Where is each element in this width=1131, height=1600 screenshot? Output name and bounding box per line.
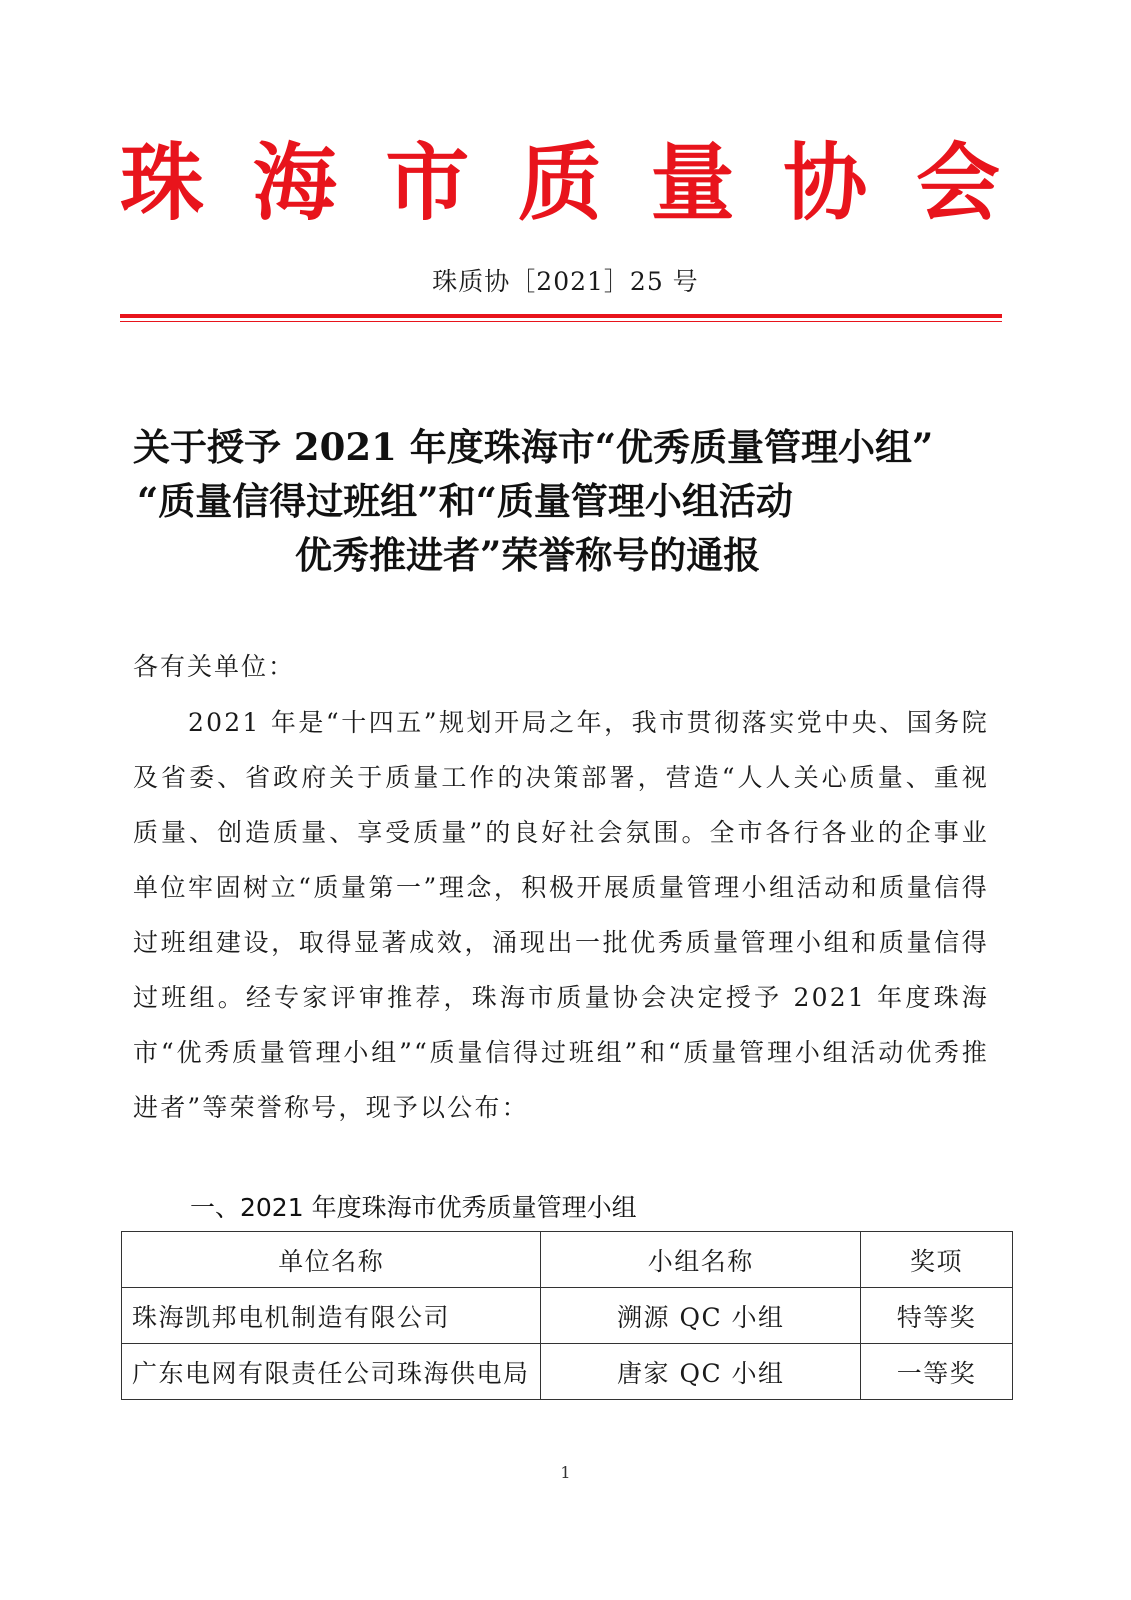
table-header-row — [122, 1232, 1013, 1288]
prize-cell: 特等奖 — [861, 1288, 1013, 1344]
section-heading: 一、2021 年度珠海市优秀质量管理小组 — [190, 1193, 637, 1222]
group-name-cell: 唐家 QC 小组 — [541, 1344, 861, 1400]
org-name-heading — [120, 128, 1000, 238]
title-line-3: 优秀推进者”荣誉称号的通报 — [295, 533, 761, 577]
org-name-char: 珠 — [120, 133, 205, 232]
notice-title — [0, 420, 1131, 582]
unit-name-cell: 珠海凯邦电机制造有限公司 — [122, 1288, 541, 1344]
header-divider-thin — [120, 321, 1002, 322]
table-row — [122, 1288, 1013, 1344]
table-row — [122, 1344, 1013, 1400]
column-header-group: 小组名称 — [541, 1232, 861, 1288]
salutation: 各有关单位： — [133, 652, 296, 681]
header-divider — [120, 314, 1002, 318]
group-name-cell: 溯源 QC 小组 — [541, 1288, 861, 1344]
column-header-unit: 单位名称 — [122, 1232, 541, 1288]
document-number: 珠质协［2021］25 号 — [432, 267, 699, 296]
org-name-char: 海 — [252, 133, 337, 232]
page-number: 1 — [560, 1463, 571, 1482]
org-name-char: 会 — [915, 133, 1000, 232]
org-name-char: 质 — [517, 133, 602, 232]
prize-cell: 一等奖 — [861, 1344, 1013, 1400]
org-name-char: 市 — [385, 133, 470, 232]
body-paragraph: 2021 年是“十四五”规划开局之年，我市贯彻落实党中央、国务院及省委、省政府关于质量工作的决策部署，营造“人人关心质量、重视质量、创造质量、享受质量”的良好社会氛围。全市各行各业的企事业单位牢固树立“质量第一”理念，积极开展质量管理小组活动和质量信得过班组建设，取得显著成效，涌现出一批优秀质量管理小组和质量信得过班组。经专家评审推荐，珠海市质量协会决定授予 2021 年度珠海市“优秀质量管理小组”“质量信得过班组”和“质量管理小组活动优秀推进者”等荣誉称号，现予以公布： — [133, 708, 989, 1122]
title-line-1: 关于授予 2021 年度珠海市“优秀质量管理小组” — [133, 425, 934, 469]
unit-name-cell: 广东电网有限责任公司珠海供电局 — [122, 1344, 541, 1400]
award-table — [121, 1231, 1013, 1400]
org-name-char: 量 — [650, 133, 735, 232]
column-header-prize: 奖项 — [861, 1232, 1013, 1288]
title-line-2: “质量信得过班组”和“质量管理小组活动 — [137, 479, 793, 523]
org-name-char: 协 — [783, 133, 868, 232]
